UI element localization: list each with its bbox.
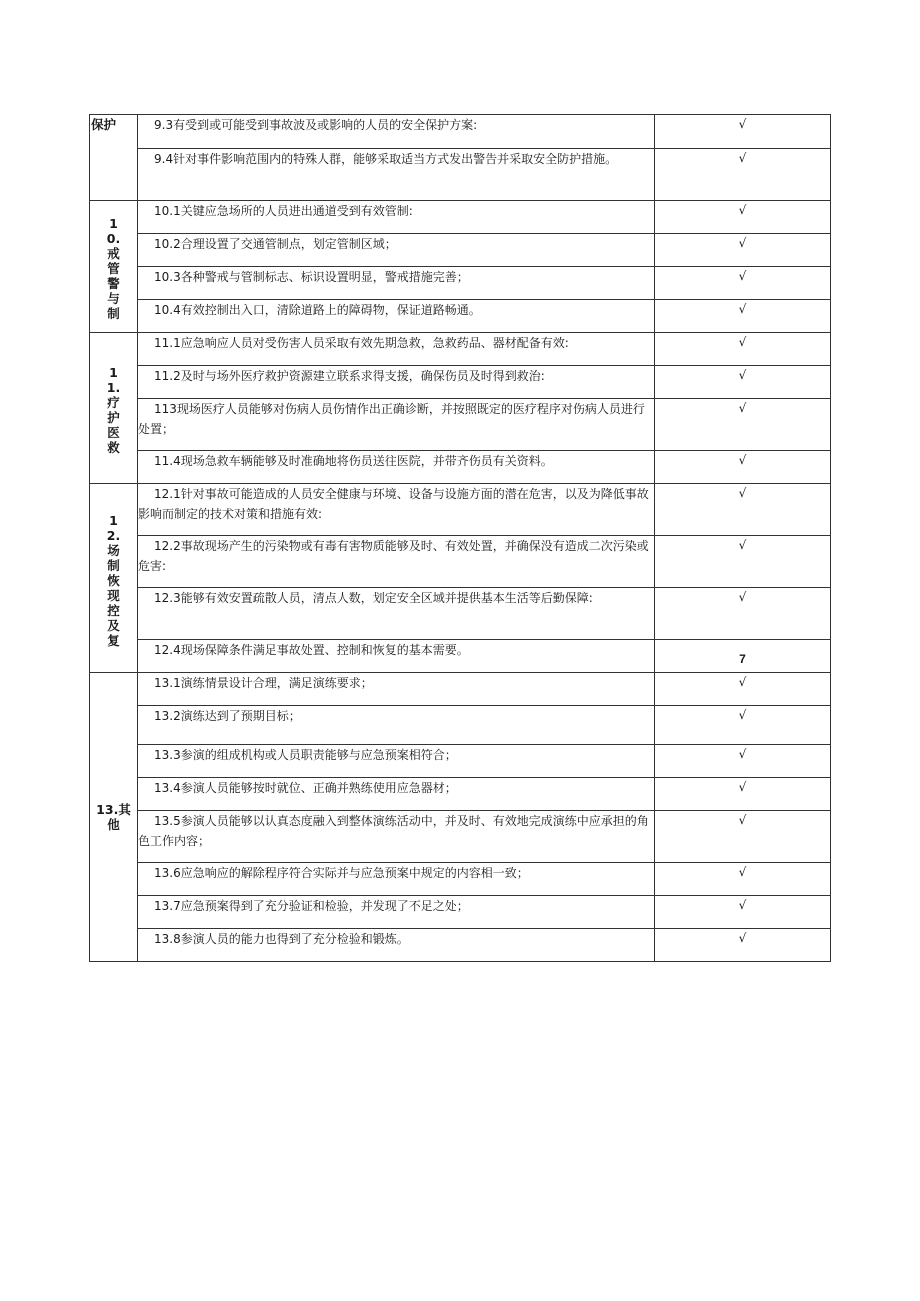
table-row xyxy=(90,115,831,149)
check-mark: √ xyxy=(655,234,831,267)
table-row xyxy=(90,234,831,267)
table-row xyxy=(90,484,831,536)
table-row xyxy=(90,778,831,811)
category-label: 12.场制恢现控及复 xyxy=(106,512,121,648)
item-text: 10.1关键应急场所的人员进出通道受到有效管制: xyxy=(138,201,655,234)
item-text: 13.3参演的组成机构或人员职责能够与应急预案相符合； xyxy=(138,745,655,778)
table-row xyxy=(90,267,831,300)
item-text: 13.4参演人员能够按时就位、正确并熟练使用应急器材； xyxy=(138,778,655,811)
item-text: 13.7应急预案得到了充分验证和检验，并发现了不足之处； xyxy=(138,896,655,929)
category-cell xyxy=(90,333,138,484)
check-mark: √ xyxy=(655,863,831,896)
table-row xyxy=(90,896,831,929)
category-cell xyxy=(90,673,138,962)
item-text: 13.6应急响应的解除程序符合实际并与应急预案中规定的内容相一致； xyxy=(138,863,655,896)
check-mark: √ xyxy=(655,745,831,778)
check-mark: √ xyxy=(655,333,831,366)
item-text: 12.4现场保障条件满足事故处置、控制和恢复的基本需要。 xyxy=(138,640,655,673)
check-mark: √ xyxy=(655,673,831,706)
table-row xyxy=(90,333,831,366)
item-text: 11.1应急响应人员对受伤害人员采取有效先期急救，急救药品、器材配备有效: xyxy=(138,333,655,366)
table-row xyxy=(90,366,831,399)
item-text: 113现场医疗人员能够对伤病人员伤情作出正确诊断，并按照既定的医疗程序对伤病人员进行处置； xyxy=(138,399,655,451)
item-text: 11.4现场急救车辆能够及时准确地将伤员送往医院，并带齐伤员有关资料。 xyxy=(138,451,655,484)
item-text: 10.3各种警戒与管制标志、标识设置明显，警戒措施完善； xyxy=(138,267,655,300)
item-text: 12.2事故现场产生的污染物或有毒有害物质能够及时、有效处置，并确保没有造成二次污染或危害: xyxy=(138,536,655,588)
table-row xyxy=(90,588,831,640)
check-mark: √ xyxy=(655,267,831,300)
item-text: 9.3有受到或可能受到事故波及或影响的人员的安全保护方案: xyxy=(138,115,655,149)
check-mark: √ xyxy=(655,115,831,149)
table-row xyxy=(90,399,831,451)
check-mark: √ xyxy=(655,929,831,962)
check-mark: √ xyxy=(655,201,831,234)
table-row xyxy=(90,863,831,896)
table-row xyxy=(90,929,831,962)
table-row xyxy=(90,149,831,201)
item-text: 10.4有效控制出入口，清除道路上的障碍物，保证道路畅通。 xyxy=(138,300,655,333)
table-row xyxy=(90,706,831,745)
table-row xyxy=(90,451,831,484)
item-text: 13.2演练达到了预期目标； xyxy=(138,706,655,745)
check-mark: √ xyxy=(655,366,831,399)
category-label: 保护 xyxy=(91,117,117,132)
check-mark: √ xyxy=(655,811,831,863)
table-row xyxy=(90,673,831,706)
item-text: 10.2合理设置了交通管制点，划定管制区域； xyxy=(138,234,655,267)
category-cell xyxy=(90,115,138,201)
item-text: 13.5参演人员能够以认真态度融入到整体演练活动中，并及时、有效地完成演练中应承担的角色工作内容； xyxy=(138,811,655,863)
table-row xyxy=(90,300,831,333)
table-row xyxy=(90,811,831,863)
item-text: 11.2及时与场外医疗救护资源建立联系求得支援，确保伤员及时得到救治: xyxy=(138,366,655,399)
check-mark: √ xyxy=(655,536,831,588)
check-mark: 7 xyxy=(655,640,831,673)
table-row xyxy=(90,201,831,234)
check-mark: √ xyxy=(655,149,831,201)
evaluation-table xyxy=(89,114,831,962)
check-mark: √ xyxy=(655,451,831,484)
check-mark: √ xyxy=(655,896,831,929)
item-text: 13.8参演人员的能力也得到了充分检验和锻炼。 xyxy=(138,929,655,962)
check-mark: √ xyxy=(655,588,831,640)
check-mark: √ xyxy=(655,778,831,811)
category-label: 13.其他 xyxy=(96,802,131,832)
check-mark: √ xyxy=(655,300,831,333)
item-text: 13.1演练情景设计合理，满足演练要求； xyxy=(138,673,655,706)
table-row xyxy=(90,745,831,778)
item-text: 12.3能够有效安置疏散人员，清点人数，划定安全区域并提供基本生活等后勤保障: xyxy=(138,588,655,640)
category-label: 10.戒管警与制 xyxy=(106,216,121,321)
category-cell xyxy=(90,484,138,673)
table-row xyxy=(90,640,831,673)
item-text: 9.4针对事件影响范围内的特殊人群，能够采取适当方式发出警告并采取安全防护措施。 xyxy=(138,149,655,201)
table-row xyxy=(90,536,831,588)
check-mark: √ xyxy=(655,399,831,451)
check-mark: √ xyxy=(655,484,831,536)
category-label: 11.疗护医救 xyxy=(106,365,121,455)
category-cell xyxy=(90,201,138,333)
item-text: 12.1针对事故可能造成的人员安全健康与环境、设备与设施方面的潜在危害，以及为降低事故影响而制定的技术对策和措施有效: xyxy=(138,484,655,536)
check-mark: √ xyxy=(655,706,831,745)
